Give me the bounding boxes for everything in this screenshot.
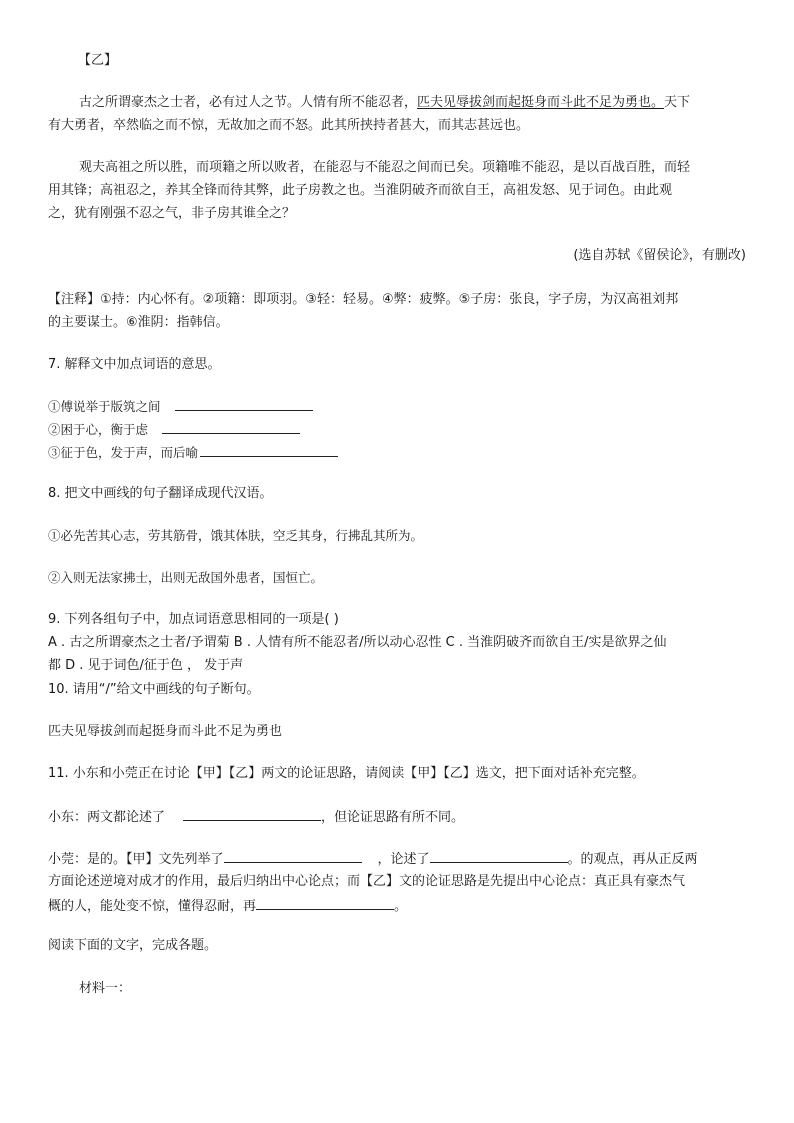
answer-blank[interactable]: [162, 419, 300, 434]
material-label: 材料一：: [79, 981, 132, 996]
passage-line: 之，犹有刚强不忍之气，非子房其谁全之？: [48, 206, 296, 221]
reading-instruction: 阅读下面的文字，完成各题。: [48, 938, 218, 953]
q7-item: [48, 396, 746, 417]
passage-line: [79, 93, 746, 113]
dialogue-text: 概的人，能处变不惊，懂得忍耐，再: [48, 899, 257, 914]
dialogue-dong: [48, 806, 746, 828]
q8-sentence: ①必先苦其心志，劳其筋骨，饿其体肤，空乏其身，行拂乱其所为。: [48, 528, 424, 543]
q7-item: [48, 442, 746, 463]
passage-line: 用其锋；高祖忍之，养其全锋而待其弊，此子房教之也。当淮阴破齐而欲自王，高祖发怒、见于词色。由此观: [48, 183, 673, 198]
question-11-title: 11. 小东和小莞正在讨论【甲】【乙】两文的论证思路，请阅读【甲】【乙】选文，把下面对话补充完整。: [48, 766, 645, 781]
answer-blank[interactable]: [256, 895, 394, 910]
answer-blank[interactable]: [224, 848, 362, 863]
underlined-sentence: 匹夫见辱拔剑而起挺身而斗此不足为勇也。: [417, 95, 665, 110]
q9-options: A . 古之所谓豪杰之士者/予谓菊 B . 人情有所不能忍者/所以动心忍性 C . 当淮阴破齐而欲自王/实是欲界之仙: [48, 635, 667, 650]
question-9-title: 9. 下列各组句子中，加点词语意思相同的一项是( ): [48, 612, 339, 627]
q9-options: 都 D . 见于词色/征于色 ， 发于声: [48, 658, 244, 673]
q7-item: [48, 419, 746, 440]
q7-item-text: ①傅说举于版筑之间: [48, 399, 161, 414]
passage-line: 观夫高祖之所以胜，而项籍之所以败者，在能忍与不能忍之间而已矣。项籍唯不能忍，是以百战百胜，而轻: [79, 160, 691, 175]
question-8-title: 8. 把文中画线的句子翻译成现代汉语。: [48, 486, 273, 501]
section-heading: 【乙】: [78, 53, 118, 68]
q7-item-text: ③征于色，发于声，而后喻: [48, 445, 199, 460]
answer-blank[interactable]: [175, 396, 313, 411]
answer-blank[interactable]: [200, 442, 338, 457]
dialogue-text: 小莞：是的。【甲】文先列举了: [48, 852, 224, 867]
q10-sentence: 匹夫见辱拔剑而起挺身而斗此不足为勇也: [48, 724, 283, 739]
dialogue-text: 。的观点，再从正反两: [567, 852, 698, 867]
answer-blank[interactable]: [183, 806, 321, 821]
source-citation: (选自苏轼《留侯论》，有删改): [573, 248, 746, 263]
notes-line: 【注释】①持：内心怀有。②项籍：即项羽。③轻：轻易。④弊：疲弊。⑤子房：张良，字子房，为汉高祖刘邦: [48, 292, 679, 307]
dialogue-wan: [48, 895, 746, 917]
passage-text: 天下: [664, 95, 691, 110]
question-10-title: 10. 请用“/”给文中画线的句子断句。: [48, 682, 260, 697]
notes-line: 的主要谋士。⑥淮阴：指韩信。: [48, 315, 229, 330]
dialogue-text: ，但论证思路有所不同。: [321, 810, 465, 825]
passage-text: 古之所谓豪杰之士者，必有过人之节。人情有所不能忍者，: [79, 95, 418, 110]
passage-line: 有大勇者，卒然临之而不惊，无故加之而不怒。此其所挟持者甚大，而其志甚远也。: [48, 118, 530, 133]
question-7-title: 7. 解释文中加点词语的意思。: [48, 357, 221, 372]
dialogue-text: 。: [394, 899, 408, 914]
answer-blank[interactable]: [430, 848, 568, 863]
dialogue-text: 小东：两文都论述了: [48, 810, 166, 825]
dialogue-wan: 方面论述逆境对成才的作用，最后归纳出中心论点；而【乙】文的论证思路是先提出中心论点：真正具有豪杰气: [48, 874, 686, 889]
dialogue-text: ，论述了: [377, 852, 430, 867]
dialogue-wan: [48, 848, 746, 870]
q7-item-text: ②困于心，衡于虑: [48, 422, 149, 437]
q8-sentence: ②入则无法家拂士，出则无敌国外患者，国恒亡。: [48, 570, 324, 585]
